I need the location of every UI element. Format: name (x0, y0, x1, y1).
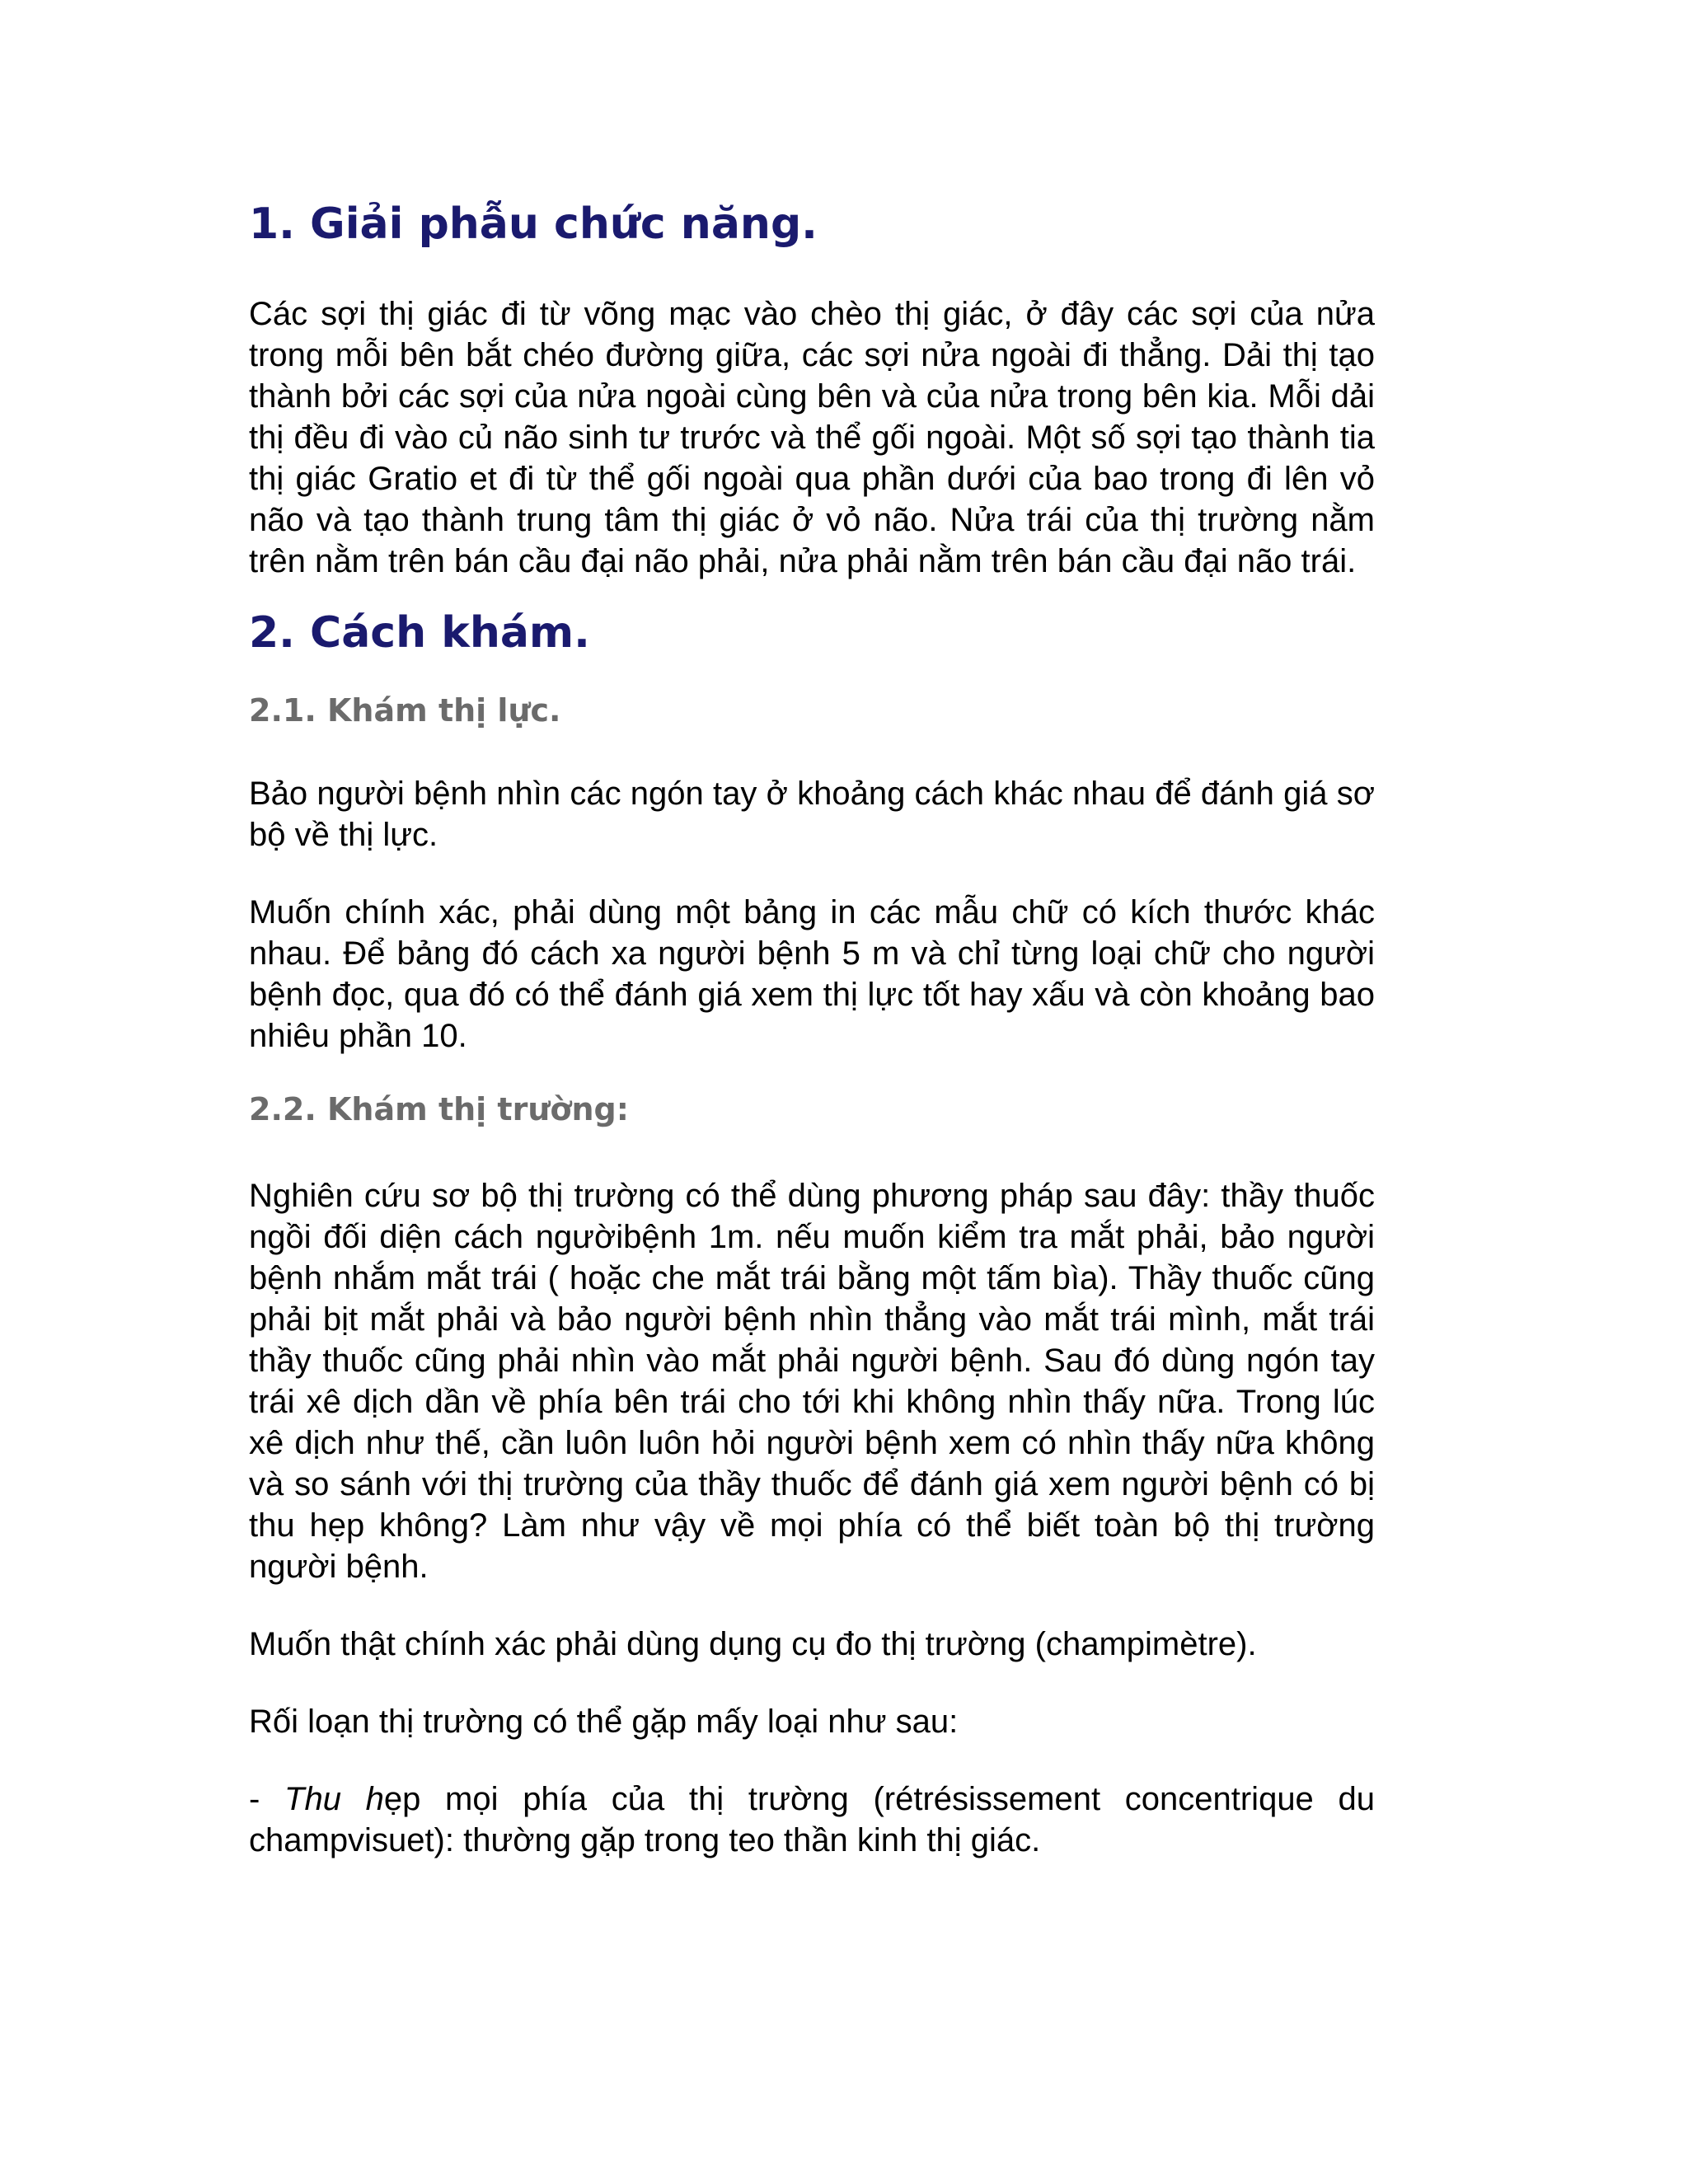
document-page (249, 198, 1375, 1861)
subsection-2-1-paragraph-2: Muốn chính xác, phải dùng một bảng in các mẫu chữ có kích thước khác nhau. Để bảng đó cách xa người bệnh 5 m và chỉ từng loại chữ cho người bệnh đọc, qua đó có thể đánh giá xem thị lực tốt hay xấu và còn khoảng bao nhiêu phần 10. (249, 894, 1375, 1054)
section-1-paragraph: Các sợi thị giác đi từ võng mạc vào chèo thị giác, ở đây các sợi của nửa trong mỗi bên bắt chéo đường giữa, các sợi nửa ngoài đi thẳng. Dải thị tạo thành bởi các sợi của nửa ngoài cùng bên và của nửa trong bên kia. Mỗi dải thị đều đi vào củ não sinh tư trước và thể gối ngoài. Một số sợi tạo thành tia thị giác Gratio et đi từ thể gối ngoài qua phần dưới của bao trong đi lên vỏ não và tạo thành trung tâm thị giác ở vỏ não. Nửa trái của thị trường nằm trên nằm trên bán cầu đại não phải, nửa phải nằm trên bán cầu đại não trái. (249, 296, 1375, 579)
section-2-heading: 2. Cách khám. (249, 608, 590, 658)
list-item-text: ẹp mọi phía của thị trường (rétrésissement concentrique du champvisuet): thường gặp trong teo thần kinh thị giác. (249, 1781, 1375, 1858)
subsection-2-2-paragraph-4 (249, 1779, 1375, 1861)
subsection-2-2-paragraph-1: Nghiên cứu sơ bộ thị trường có thể dùng phương pháp sau đây: thầy thuốc ngồi đối diện cách ngườibệnh 1m. nếu muốn kiểm tra mắt phải, bảo người bệnh nhắm mắt trái ( hoặc che mắt trái bằng một tấm bìa). Thầy thuốc cũng phải bịt mắt phải và bảo người bệnh nhìn thẳng vào mắt trái mình, mắt trái thầy thuốc cũng phải nhìn vào mắt phải người bệnh. Sau đó dùng ngón tay trái xê dịch dần về phía bên trái cho tới khi không nhìn thấy nữa. Trong lúc xê dịch như thế, cần luôn luôn hỏi người bệnh xem có nhìn thấy nữa không và so sánh với thị trường của thầy thuốc để đánh giá xem người bệnh có bị thu hẹp không? Làm như vậy về mọi phía có thể biết toàn bộ thị trường người bệnh. (249, 1178, 1375, 1585)
section-1-heading: 1. Giải phẫu chức năng. (249, 199, 818, 249)
subsection-2-2-paragraph-3: Rối loạn thị trường có thể gặp mấy loại như sau: (249, 1704, 959, 1740)
list-dash: - (249, 1781, 285, 1817)
subsection-2-2-paragraph-2: Muốn thật chính xác phải dùng dụng cụ đo thị trường (champimètre). (249, 1626, 1257, 1662)
italic-text: Thu h (284, 1781, 384, 1817)
subsection-2-1-heading: 2.1. Khám thị lực. (249, 692, 561, 729)
subsection-2-1-paragraph-1: Bảo người bệnh nhìn các ngón tay ở khoảng cách khác nhau để đánh giá sơ bộ về thị lực. (249, 776, 1375, 853)
subsection-2-2-heading: 2.2. Khám thị trường: (249, 1091, 629, 1127)
